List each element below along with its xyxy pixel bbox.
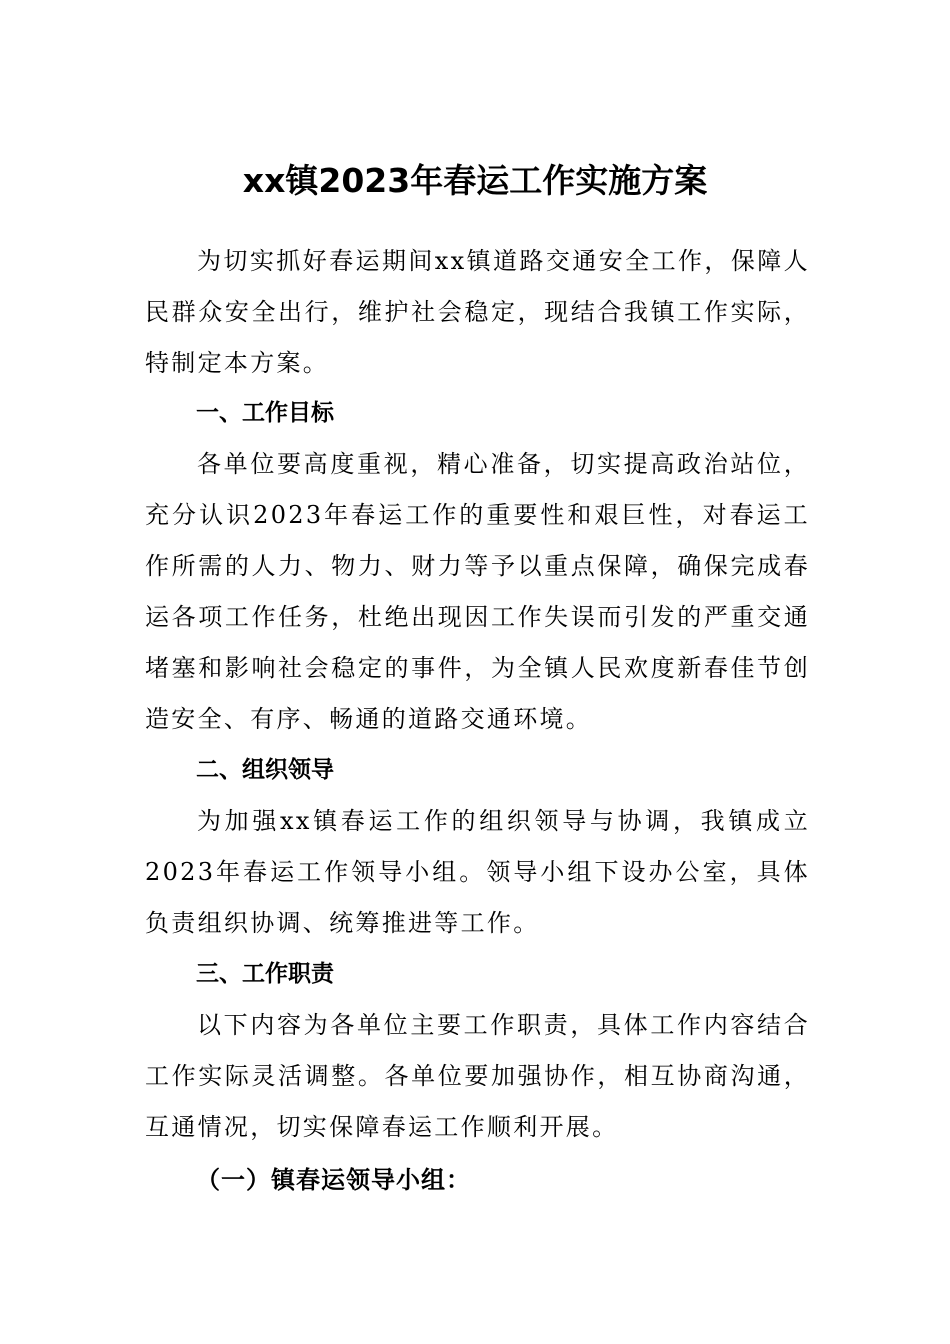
document-title: xx镇2023年春运工作实施方案	[242, 161, 708, 200]
intro-paragraph: 为切实抓好春运期间xx镇道路交通安全工作，保障人民群众安全出行，维护社会稳定，现结合我镇工作实际，特制定本方案。	[145, 247, 810, 377]
section-paragraph-goals: 各单位要高度重视，精心准备，切实提高政治站位，充分认识2023年春运工作的重要性和艰巨性，对春运工作所需的人力、物力、财力等予以重点保障，确保完成春运各项工作任务，杜绝出现因工作失误而引发的严重交通堵塞和影响社会稳定的事件，为全镇人民欢度新春佳节创造安全、有序、畅通的道路交通环境。	[145, 450, 810, 733]
section-heading-leadership: 二、组织领导	[196, 757, 334, 783]
subheading-leading-group: （一）镇春运领导小组：	[196, 1165, 471, 1194]
section-heading-duties: 三、工作职责	[196, 961, 334, 987]
section-heading-goals: 一、工作目标	[196, 400, 334, 426]
section-paragraph-duties: 以下内容为各单位主要工作职责，具体工作内容结合工作实际灵活调整。各单位要加强协作，相互协商沟通，互通情况，切实保障春运工作顺利开展。	[145, 1011, 810, 1141]
section-paragraph-leadership: 为加强xx镇春运工作的组织领导与协调，我镇成立2023年春运工作领导小组。领导小组下设办公室，具体负责组织协调、统筹推进等工作。	[145, 807, 810, 937]
